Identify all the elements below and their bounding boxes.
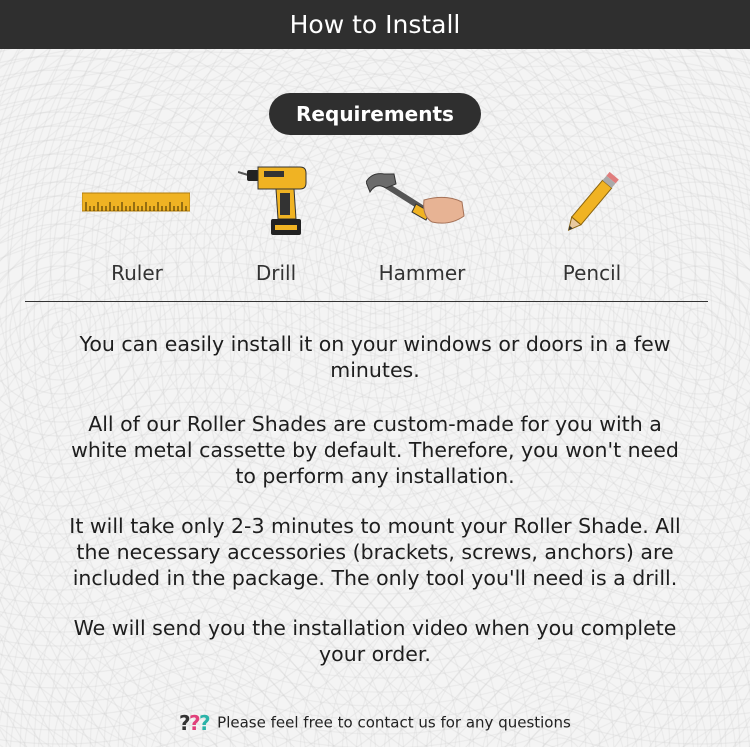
page-title: How to Install (289, 10, 461, 39)
paragraph-install-intro: You can easily install it on your windows or doors in a few minutes. (79, 332, 671, 382)
paragraph-installation-video: We will send you the installation video when you complete your order. (73, 616, 677, 666)
footer-contact-text: Please feel free to contact us for any questions (217, 713, 571, 732)
svg-text:?: ? (179, 712, 191, 734)
tool-label-hammer: Hammer (378, 261, 466, 285)
pencil-icon (555, 163, 631, 243)
requirements-badge (269, 93, 481, 135)
paragraph-mount-time: It will take only 2-3 minutes to mount your Roller Shade. All the necessary accessories (brackets, screws, anchors) are included in the package. The only tool you'll need is a drill. (69, 514, 681, 590)
tool-label-ruler: Ruler (111, 261, 163, 285)
footer (0, 712, 750, 734)
ruler-icon (82, 192, 190, 216)
svg-text:?: ? (189, 712, 201, 734)
question-marks-icon (179, 712, 211, 734)
requirements-title: Requirements (296, 102, 454, 126)
section-divider (25, 301, 708, 302)
tool-label-pencil: Pencil (562, 261, 622, 285)
svg-text:?: ? (199, 712, 211, 734)
drill-icon (238, 163, 308, 243)
header-bar (0, 0, 750, 49)
paragraph-custom-made: All of our Roller Shades are custom-made for you with a white metal cassette by default. Therefore, you won't need to perform any installation. (71, 412, 679, 488)
hammer-icon (366, 170, 468, 234)
tool-label-drill: Drill (255, 261, 297, 285)
